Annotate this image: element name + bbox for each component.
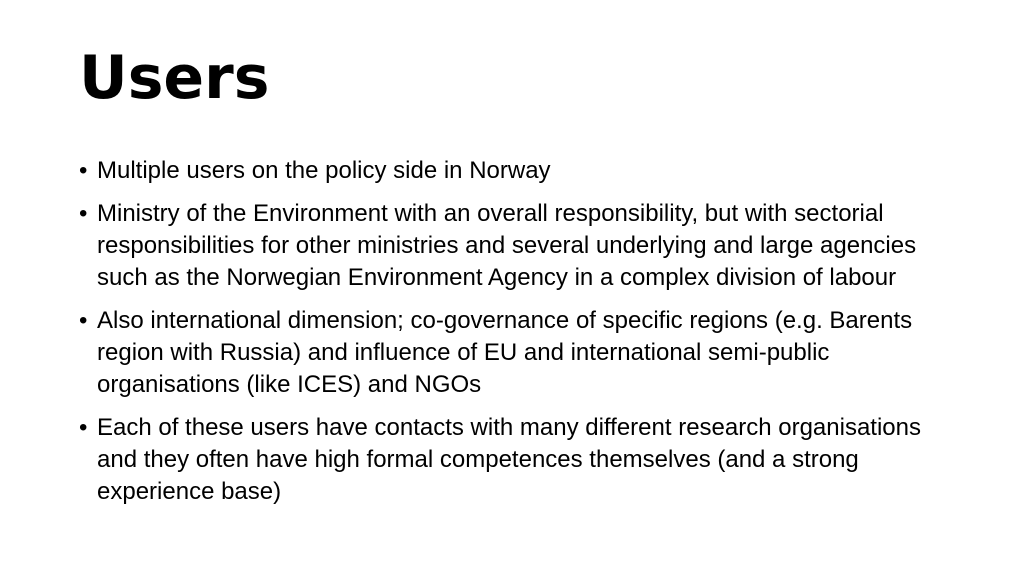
bullet-item [79,412,959,508]
bullet-item [79,155,959,187]
bullet-text: Multiple users on the policy side in Norway [97,157,551,184]
bullet-point-icon: • [79,307,88,334]
bullet-text: Ministry of the Environment with an overall responsibility, but with sectorial responsibilities for other ministries and several underlying and large agencies such as the Norwegian Environment Agency in a complex division of labour [97,200,917,291]
bullet-text: Each of these users have contacts with many different research organisations and they often have high formal competences themselves (and a strong experience base) [97,414,922,505]
bullet-item [79,198,959,294]
slide-title: Users [79,43,270,113]
bullet-text: Also international dimension; co-governance of specific regions (e.g. Barents region with Russia) and influence of EU and international semi-public organisations (like ICES) and NGOs [97,307,913,398]
bullet-point-icon: • [79,414,88,441]
bullet-list [79,155,959,519]
bullet-item [79,305,959,401]
bullet-point-icon: • [79,200,88,227]
bullet-point-icon: • [79,157,88,184]
